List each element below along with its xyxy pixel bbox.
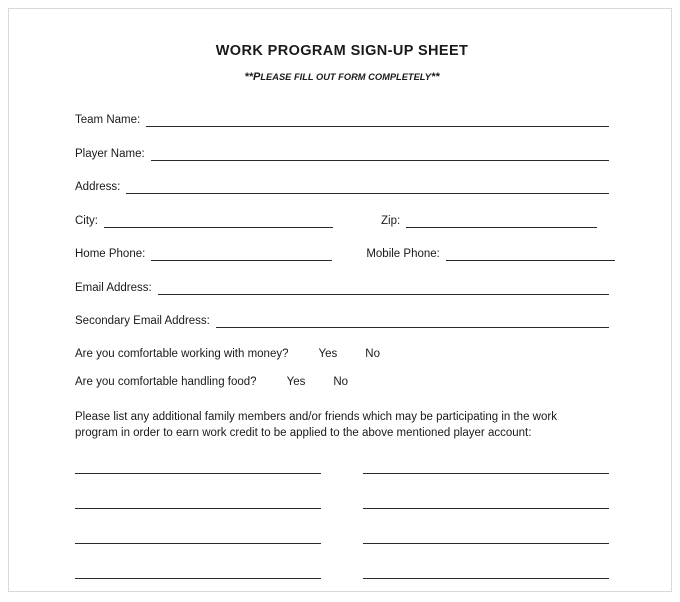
blank-line-row <box>75 567 609 579</box>
field-row-secondary-email <box>75 314 609 328</box>
question-money-label: Are you comfortable working with money? <box>75 347 289 360</box>
document-page <box>8 8 672 592</box>
blank-line-input[interactable] <box>75 532 321 544</box>
question-food-option-yes[interactable]: Yes <box>286 375 306 388</box>
team-name-label: Team Name: <box>75 114 141 126</box>
subtitle-suffix: ** <box>430 71 440 83</box>
email-address-input[interactable] <box>158 282 609 295</box>
document-body <box>75 43 609 602</box>
zip-label: Zip: <box>381 214 401 227</box>
blank-line-input[interactable] <box>75 462 321 474</box>
blank-line-input[interactable] <box>363 532 609 544</box>
team-name-input[interactable] <box>146 114 609 127</box>
question-row-food <box>75 376 609 388</box>
page-title: WORK PROGRAM SIGN-UP SHEET <box>215 43 469 59</box>
question-food-label: Are you comfortable handling food? <box>75 375 257 388</box>
secondary-email-address-label: Secondary Email Address: <box>75 315 210 327</box>
field-row-email <box>75 281 609 295</box>
field-row-address <box>75 180 609 194</box>
field-row-player-name <box>75 147 609 161</box>
additional-members-lines <box>75 462 609 579</box>
home-phone-input[interactable] <box>151 248 332 261</box>
blank-line-input[interactable] <box>75 497 321 509</box>
city-input[interactable] <box>104 215 333 228</box>
zip-input[interactable] <box>406 215 597 228</box>
blank-line-row <box>75 497 609 509</box>
player-name-input[interactable] <box>151 148 609 161</box>
subtitle-prefix: **P <box>244 71 261 83</box>
question-money-option-no[interactable]: No <box>365 347 380 360</box>
mobile-phone-label: Mobile Phone: <box>366 248 440 260</box>
city-label: City: <box>75 214 98 227</box>
blank-line-input[interactable] <box>363 462 609 474</box>
additional-members-note: Please list any additional family members and/or friends which may be participating in the work program in order to earn work credit to be applied to the above mentioned player account: <box>75 410 557 439</box>
mobile-phone-input[interactable] <box>446 248 615 261</box>
email-address-label: Email Address: <box>75 281 152 294</box>
page-subtitle <box>75 71 609 83</box>
home-phone-label: Home Phone: <box>75 248 146 260</box>
blank-line-input[interactable] <box>75 567 321 579</box>
field-row-city-zip <box>75 214 609 228</box>
blank-line-input[interactable] <box>363 497 609 509</box>
address-label: Address: <box>75 181 121 193</box>
blank-line-row <box>75 462 609 474</box>
question-food-option-no[interactable]: No <box>333 375 349 388</box>
field-row-phones <box>75 247 609 261</box>
blank-line-input[interactable] <box>363 567 609 579</box>
question-row-money <box>75 348 609 360</box>
secondary-email-address-input[interactable] <box>216 315 609 328</box>
question-money-option-yes[interactable]: Yes <box>318 347 338 360</box>
player-name-label: Player Name: <box>75 147 145 160</box>
subtitle-smallcaps: LEASE FILL OUT FORM COMPLETELY <box>260 72 431 82</box>
address-input[interactable] <box>126 181 609 194</box>
field-row-team-name <box>75 113 609 127</box>
blank-line-row <box>75 532 609 544</box>
